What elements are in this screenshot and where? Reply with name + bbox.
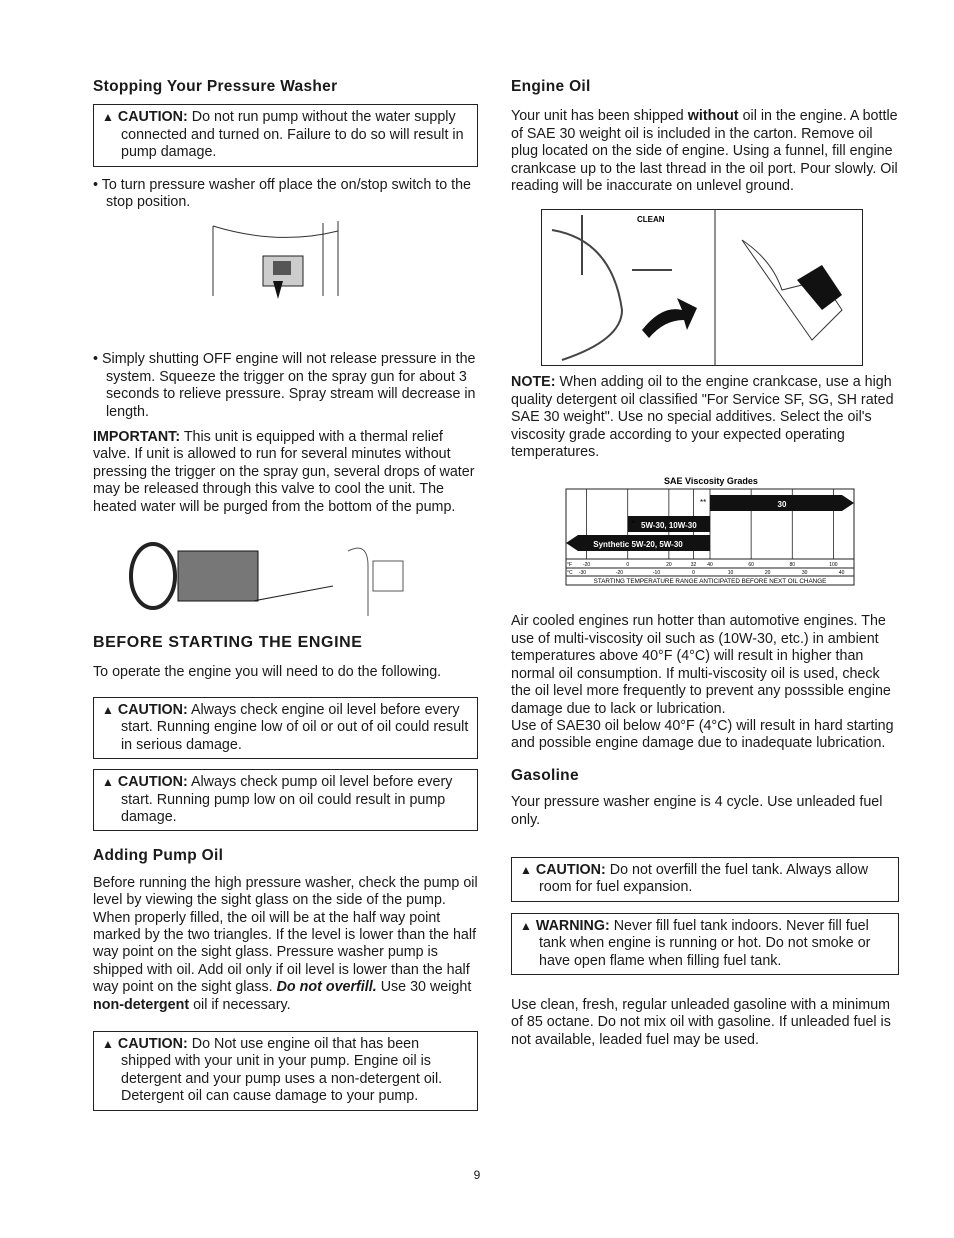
caution-box xyxy=(511,857,899,902)
c-tick-label: 10 xyxy=(727,570,734,577)
text: oil in the engine. A bottle of SAE 30 weight oil is included in the carton. Remove oil plug located on the side of engine. Using a funnel, fill engine crankcase up to the last thread in the oil port. Pour slowly. Oil reading will be inaccurate on unlevel ground. xyxy=(511,108,898,195)
bullet-1: To turn pressure washer off place the on/stop switch to the stop position. xyxy=(101,176,472,211)
air-cooled-paragraph: Air cooled engines run hotter than automotive engines. The use of multi-viscosity oil such as (10W-30, etc.) in ambient temperatures above 40°F (4°C) will result in higher than normal oil consumption. If multi-viscosity oil is used, check the oil level more frequently to prevent any posssible engine damage due to lack or lubrication. xyxy=(511,613,891,717)
band-marker: ** xyxy=(700,498,707,508)
sae30-paragraph: Use of SAE30 oil below 40°F (4°C) will result in hard starting and possible engine damage due to inadequate lubrication. xyxy=(511,717,894,752)
switch-illustration xyxy=(93,211,478,341)
caution-label: CAUTION: xyxy=(117,1036,188,1052)
c-tick-label: 0 xyxy=(692,570,695,577)
without: without xyxy=(687,108,739,125)
pump-oil-text: Before running the high pressure washer, check the pump oil level by viewing the sight glass on the side of the pump. When properly filled, the oil will be at the half way point marked by the two triangles. If the level is lower than the half way point on the sight glass. Pressure washer pump is shipped with oil. Add oil only if oil level is lower than the half way point on the sight glass. xyxy=(93,874,478,996)
important-text: This unit is equipped with a thermal relief valve. If unit is allowed to run for several minutes without pressing the trigger on the spray gun, several drops of water may be released through this valve to cool the unit. The heated water will be purged from the bottom of the pump. xyxy=(93,429,475,515)
f-tick-label: 60 xyxy=(748,562,754,569)
f-tick-label: 0 xyxy=(626,562,630,569)
warning-triangle-icon: ▲ xyxy=(520,918,532,933)
before-intro: To operate the engine you will need to do the following. xyxy=(93,663,442,680)
warning-box xyxy=(511,913,899,975)
on-stop-switch-image xyxy=(93,211,478,341)
caution-box xyxy=(93,104,478,166)
caution-text: Always check engine oil level before every start. Running engine low of oil or out of oil could result in serious damage. xyxy=(121,701,469,753)
engine-oil-paragraph xyxy=(511,108,899,195)
caution-box xyxy=(93,1031,478,1111)
warning-triangle-icon: ▲ xyxy=(102,1037,114,1051)
pump-oil-paragraph xyxy=(93,875,478,1014)
c-tick-label: -20 xyxy=(615,570,624,577)
band-label: 5W-30, 10W-30 xyxy=(641,521,697,531)
stopping-heading: Stopping Your Pressure Washer xyxy=(93,78,338,95)
bullet-text: • Simply shutting OFF engine will not release pressure in the system. Squeeze the trigger on the spray gun for about 3 seconds to relieve pressure. Spray stream will decrease in length. xyxy=(93,351,476,420)
page-number: 9 xyxy=(473,1168,481,1182)
f-tick-label: 100 xyxy=(829,562,838,569)
do-not-overfill: Do not overfill. xyxy=(276,979,377,996)
note-label: NOTE: xyxy=(511,374,556,391)
text: Your unit has been shipped xyxy=(511,108,684,125)
clean-label: CLEAN xyxy=(637,215,665,225)
f-tick-label: -20 xyxy=(582,562,591,569)
caution-text: Do Not use engine oil that has been shipped with your unit in your pump. Engine oil is detergent and your pump uses a non-detergent oil. Detergent oil can cause damage to your pump. xyxy=(121,1036,443,1105)
band-label: 30 xyxy=(777,500,787,510)
non-detergent: non-detergent xyxy=(93,996,190,1013)
pump-hose-image xyxy=(93,516,478,626)
pump-oil-text-2: Use 30 weight xyxy=(380,979,472,996)
warning-label: WARNING: xyxy=(535,917,610,934)
pump-illustration xyxy=(93,516,478,626)
caution-label: CAUTION: xyxy=(535,861,606,878)
warning-text: Never fill fuel tank indoors. Never fill fuel tank when engine is running or hot. Do not smoke or have open flame when filling fuel tank. xyxy=(539,917,871,969)
right-column xyxy=(511,78,899,1049)
oil-fill-figure xyxy=(511,209,899,374)
left-column xyxy=(93,78,478,1111)
c-tick-label: 30 xyxy=(801,570,808,577)
before-starting-heading: BEFORE STARTING THE ENGINE xyxy=(93,634,363,652)
engine-oil-heading: Engine Oil xyxy=(511,78,591,95)
f-tick-label: 20 xyxy=(666,562,672,569)
c-unit: °C xyxy=(567,570,573,577)
gasoline-heading: Gasoline xyxy=(511,766,579,784)
gasoline-paragraph: Use clean, fresh, regular unleaded gasoline with a minimum of 85 octane. Do not mix oil with gasoline. If unleaded fuel is not available, leaded fuel may be used. xyxy=(511,996,891,1048)
c-tick-label: 20 xyxy=(764,570,771,577)
pump-oil-text-3: oil if necessary. xyxy=(193,996,291,1013)
gasoline-intro: Your pressure washer engine is 4 cycle. Use unleaded fuel only. xyxy=(511,794,883,828)
f-unit: °F xyxy=(567,562,573,569)
chart-caption: STARTING TEMPERATURE RANGE ANTICIPATED BEFORE NEXT OIL CHANGE xyxy=(593,578,827,586)
warning-triangle-icon: ▲ xyxy=(102,110,114,125)
caution-box xyxy=(93,697,478,759)
oil-fill-image xyxy=(541,209,863,366)
chart-title: SAE Viscosity Grades xyxy=(664,476,758,487)
caution-label: CAUTION: xyxy=(117,701,188,718)
band-label: Synthetic 5W-20, 5W-30 xyxy=(593,540,683,550)
caution-text: Do not run pump without the water supply connected and turned on. Failure to do so will result in pump damage. xyxy=(121,109,464,161)
f-tick-label: 32 xyxy=(690,562,697,569)
c-tick-label: -30 xyxy=(578,570,587,577)
bullet-text: • To turn pressure washer off place the on/stop switch to the stop position. xyxy=(93,176,472,211)
c-tick-label: 40 xyxy=(838,570,845,577)
caution-text: Always check pump oil level before every start. Running pump low on oil could result in pump damage. xyxy=(121,774,453,825)
c-tick-label: -10 xyxy=(652,570,661,577)
f-tick-label: 40 xyxy=(707,562,713,569)
important-paragraph xyxy=(93,429,478,516)
caution-text: Do not overfill the fuel tank. Always allow room for fuel expansion. xyxy=(539,861,869,896)
f-tick-label: 80 xyxy=(789,562,796,569)
note-paragraph xyxy=(511,374,899,461)
viscosity-chart xyxy=(511,473,899,613)
caution-label: CAUTION: xyxy=(117,109,188,126)
caution-box xyxy=(93,769,478,831)
adding-pump-oil-heading: Adding Pump Oil xyxy=(93,847,224,865)
caution-label: CAUTION: xyxy=(117,774,188,791)
viscosity-chart-svg xyxy=(561,473,861,603)
warning-triangle-icon: ▲ xyxy=(102,702,114,717)
warning-triangle-icon: ▲ xyxy=(102,775,114,790)
note-text: When adding oil to the engine crankcase, use a high quality detergent oil classified "For Service SF, SG, SH rated SAE 30 weight". Use no special additives. Select the oil's viscosity grade according to your expected operating temperatures. xyxy=(511,374,894,461)
important-label: IMPORTANT: xyxy=(93,429,181,446)
warning-triangle-icon: ▲ xyxy=(520,862,532,877)
bullet-2: Simply shutting OFF engine will not release pressure in the system. Squeeze the trigger on the spray gun for about 3 seconds to relieve pressure. Spray stream will decrease in length. xyxy=(101,351,476,420)
band-marker: * xyxy=(631,519,635,529)
